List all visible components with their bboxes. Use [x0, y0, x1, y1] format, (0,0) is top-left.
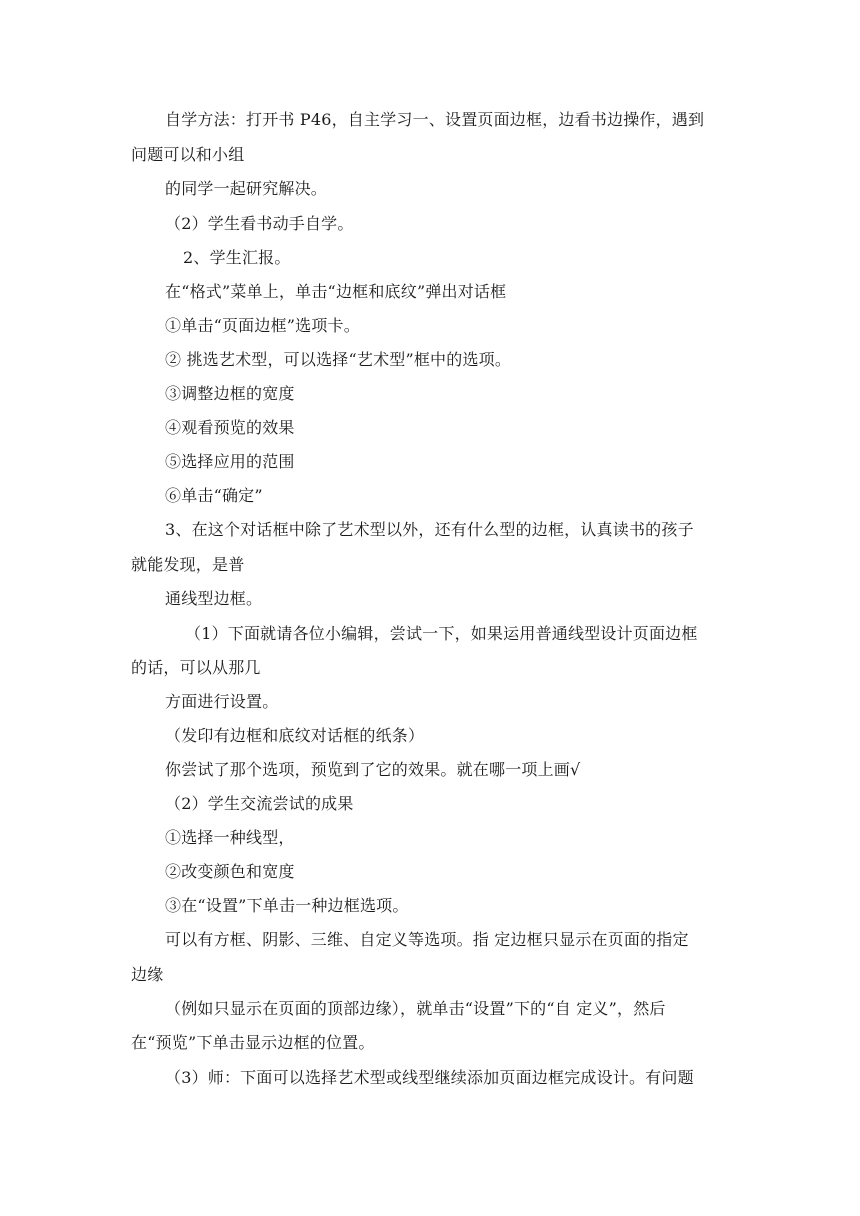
paragraph-line: 可以有方框、阴影、三维、自定义等选项。指 定边框只显示在页面的指定 — [165, 930, 689, 949]
paragraph-line: （3）师：下面可以选择艺术型或线型继续添加页面边框完成设计。有问题 — [165, 1068, 694, 1087]
paragraph-line: ②改变颜色和宽度 — [165, 862, 295, 881]
paragraph-line: （2）学生看书动手自学。 — [165, 214, 354, 233]
paragraph-line: ⑤选择应用的范围 — [165, 452, 295, 471]
paragraph-line: 的话，可以从那几 — [131, 658, 261, 677]
paragraph-line: （发印有边框和底纹对话框的纸条） — [165, 726, 425, 745]
paragraph-line: 2、学生汇报。 — [183, 248, 291, 267]
paragraph-line: 通线型边框。 — [165, 589, 263, 608]
paragraph-line: 方面进行设置。 — [165, 692, 279, 711]
paragraph-line: ①单击“页面边框”选项卡。 — [165, 316, 360, 335]
paragraph-line: 在“格式”菜单上，单击“边框和底纹”弹出对话框 — [165, 282, 507, 301]
paragraph-line: ④观看预览的效果 — [165, 418, 295, 437]
paragraph-line: 边缘 — [131, 965, 164, 984]
paragraph-line: （2）学生交流尝试的成果 — [165, 794, 354, 813]
paragraph-line: 就能发现，是普 — [131, 555, 245, 574]
paragraph-line: 你尝试了那个选项，预览到了它的效果。就在哪一项上画√ — [165, 760, 581, 779]
paragraph-line: （1）下面就请各位小编辑，尝试一下，如果运用普通线型设计页面边框 — [185, 624, 698, 643]
paragraph-line: （例如只显示在页面的顶部边缘），就单击“设置”下的“自 定义”，然后 — [165, 999, 666, 1018]
paragraph-line: 自学方法：打开书 P46，自主学习一、设置页面边框，边看书边操作，遇到 — [165, 110, 705, 129]
paragraph-line: 问题可以和小组 — [131, 145, 245, 164]
paragraph-line: ⑥单击“确定” — [165, 486, 263, 505]
paragraph-line: 3、在这个对话框中除了艺术型以外，还有什么型的边框，认真读书的孩子 — [165, 520, 694, 539]
paragraph-line: ①选择一种线型， — [165, 828, 295, 847]
paragraph-line: ② 挑选艺术型，可以选择“艺术型”框中的选项。 — [165, 350, 512, 369]
paragraph-line: 在“预览”下单击显示边框的位置。 — [131, 1033, 375, 1052]
paragraph-line: ③在“设置”下单击一种边框选项。 — [165, 896, 409, 915]
paragraph-line: ③调整边框的宽度 — [165, 384, 295, 403]
paragraph-line: 的同学一起研究解决。 — [165, 179, 328, 198]
